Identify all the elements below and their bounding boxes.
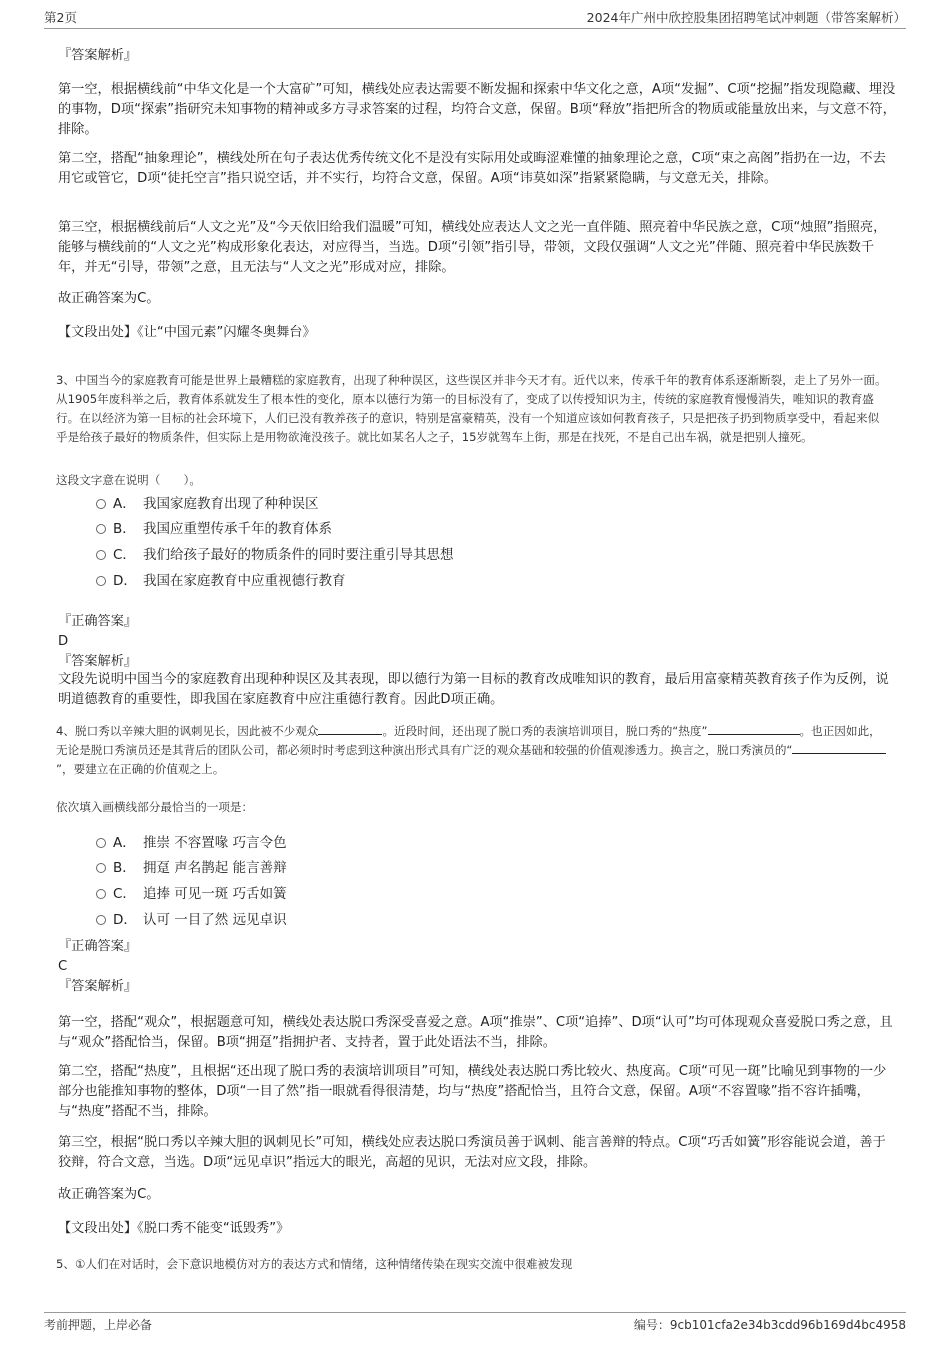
document-code: 编号：9cb101cfa2e34b3cdd96b169d4bc4958 [633, 1318, 906, 1332]
option-letter: B． [113, 860, 136, 876]
q4-correct-answer: C [58, 959, 68, 974]
q3-analysis: 文段先说明中国当今的家庭教育出现种种误区及其表现，即以德行为第一目标的教育改成唯知识的教育，最后用富豪精英教育孩子作为反例，说明道德教育的重要性，即我国在家庭教育中应注重德行教育。因此D项正确。 [58, 672, 889, 707]
q4-stem-part-b: 。近段时间，还出现了脱口秀的表演培训项目，脱口秀的“热度” [382, 724, 708, 738]
q4-option-d[interactable] [96, 910, 287, 930]
option-text: 推崇 不容置喙 巧言令色 [143, 835, 287, 851]
q3-option-b[interactable] [96, 519, 332, 539]
option-text: 拥趸 声名鹊起 能言善辩 [143, 860, 287, 876]
radio-icon[interactable] [96, 863, 106, 873]
blank-line [318, 722, 382, 735]
q2-analysis-p3: 第三空，根据横线前后“人文之光”及“今天依旧给我们温暖”可知，横线处应表达人文之光一直伴随、照亮着中华民族之意，C项“烛照”指照亮，能够与横线前的“人文之光”构成形象化表达，对应得当，当选。D项“引领”指引导，带领，文段仅强调“人文之光”伴随、照亮着中华民族数千年，并无“引导，带领”之意，且无法与“人文之光”形成对应，排除。 [58, 220, 887, 275]
q3-option-d[interactable] [96, 571, 346, 591]
q4-analysis-p3: 第三空，根据“脱口秀以辛辣大胆的讽刺见长”可知，横线处应表达脱口秀演员善于讽刺、能言善辩的特点。C项“巧舌如簧”形容能说会道，善于狡辩，符合文意，当选。D项“远见卓识”指远大的眼光，高超的见识，无法对应文段，排除。 [58, 1135, 886, 1170]
header-divider [44, 28, 906, 29]
q4-prompt: 依次填入画横线部分最恰当的一项是： [56, 800, 254, 814]
q3-option-a[interactable] [96, 494, 319, 514]
q5-stem: 5、①人们在对话时，会下意识地模仿对方的表达方式和情绪，这种情绪传染在现实交流中很难被发现 [56, 1257, 573, 1271]
option-letter: A． [113, 835, 136, 851]
blank-line [708, 722, 800, 735]
q2-analysis-label: 『答案解析』 [58, 48, 138, 63]
q4-analysis-p2: 第二空，搭配“热度”，且根据“还出现了脱口秀的表演培训项目”可知，横线处表达脱口秀比较火、热度高。C项“可见一斑”比喻见到事物的一少部分也能推知事物的整体，D项“一目了然”指一眼就看得很清楚，均与“热度”搭配恰当，且符合文意，保留。A项“不容置喙”指不容许插嘴，与“热度”搭配不当，排除。 [58, 1064, 887, 1119]
radio-icon[interactable] [96, 550, 106, 560]
radio-icon[interactable] [96, 576, 106, 586]
option-text: 我国应重塑传承千年的教育体系 [143, 521, 332, 537]
option-letter: C． [113, 886, 136, 902]
option-letter: B． [113, 521, 136, 537]
option-letter: D． [113, 912, 137, 928]
option-text: 我们给孩子最好的物质条件的同时要注重引导其思想 [143, 547, 454, 563]
q4-conclusion: 故正确答案为C。 [58, 1187, 160, 1202]
q2-analysis-p2: 第二空，搭配“抽象理论”，横线处所在句子表达优秀传统文化不是没有实际用处或晦涩难懂的抽象理论之意，C项“束之高阁”指扔在一边，不去用它或管它，D项“徒托空言”指只说空话，并不实行，均符合文意，保留。A项“讳莫如深”指紧紧隐瞒，与文意无关，排除。 [58, 151, 886, 186]
q4-option-a[interactable] [96, 833, 287, 853]
document-title: 2024年广州中欣控股集团招聘笔试冲刺题（带答案解析） [586, 10, 906, 25]
option-letter: A． [113, 496, 136, 512]
q2-source: 【文段出处】《让“中国元素”闪耀冬奥舞台》 [58, 325, 316, 340]
option-text: 我国在家庭教育中应重视德行教育 [143, 573, 346, 589]
radio-icon[interactable] [96, 915, 106, 925]
option-text: 追捧 可见一斑 巧舌如簧 [143, 886, 287, 902]
radio-icon[interactable] [96, 499, 106, 509]
option-text: 我国家庭教育出现了种种误区 [143, 496, 319, 512]
footer-divider [44, 1312, 906, 1313]
q4-stem [56, 722, 888, 779]
q3-question: 这段文字意在说明（ ）。 [56, 473, 201, 487]
q4-stem-part-a: 4、脱口秀以辛辣大胆的讽刺见长，因此被不少观众 [56, 724, 319, 738]
option-letter: D． [113, 573, 137, 589]
page-number: 第2页 [44, 10, 77, 25]
radio-icon[interactable] [96, 889, 106, 899]
q3-correct-answer: D [58, 634, 69, 649]
q4-stem-part-c: 。也正因如此，无论是脱口秀演员还是其背后的团队公司，都必须时时考虑到这种演出形式具有广泛的观众基础和较强的价值观渗透力。换言之，脱口秀演员的“ [56, 724, 881, 757]
page-header [44, 8, 906, 26]
q4-option-b[interactable] [96, 858, 287, 878]
page-footer [44, 1316, 906, 1334]
q2-conclusion: 故正确答案为C。 [58, 291, 160, 306]
q3-option-c[interactable] [96, 545, 454, 565]
option-text: 认可 一目了然 远见卓识 [143, 912, 287, 928]
option-letter: C． [113, 547, 136, 563]
q4-analysis-label: 『答案解析』 [58, 979, 138, 994]
q3-analysis-label: 『答案解析』 [58, 654, 138, 669]
radio-icon[interactable] [96, 838, 106, 848]
q4-source: 【文段出处】《脱口秀不能变“诋毁秀”》 [58, 1221, 290, 1236]
q3-stem: 3、中国当今的家庭教育可能是世界上最糟糕的家庭教育，出现了种种误区，这些误区并非今天才有。近代以来，传承千年的教育体系逐渐断裂，走上了另外一面。从1905年废科举之后，教育体系就发生了根本性的变化，原本以德行为第一的目标没有了，变成了以传授知识为主，传统的家庭教育慢慢消失，唯知识的教育盛行。在以经济为第一目标的社会环境下，人们已没有教养孩子的意识，特别是富豪精英，没有一个知道应该如何教育孩子，只是把孩子扔到物质享受中，看起来似乎是给孩子最好的物质条件，但实际上是用物欲淹没孩子。就比如某名人之子，15岁就驾车上街，那是在找死，不是自己出车祸，就是把别人撞死。 [56, 373, 887, 444]
q4-analysis-p1: 第一空，搭配“观众”，根据题意可知，横线处表达脱口秀深受喜爱之意。A项“推崇”、C项“追捧”、D项“认可”均可体现观众喜爱脱口秀之意，且与“观众”搭配恰当，保留。B项“拥趸”指拥护者、支持者，置于此处语法不当，排除。 [58, 1015, 893, 1050]
q4-option-c[interactable] [96, 884, 287, 904]
footer-slogan: 考前押题，上岸必备 [44, 1318, 153, 1332]
q3-correct-label: 『正确答案』 [58, 614, 138, 629]
q2-analysis-p1: 第一空，根据横线前“中华文化是一个大富矿”可知，横线处应表达需要不断发掘和探索中华文化之意，A项“发掘”、C项“挖掘”指发现隐藏、埋没的事物，D项“探索”指研究未知事物的精神或多方寻求答案的过程，均符合文意，保留。B项“释放”指把所含的物质或能量放出来，与文意不符，排除。 [58, 82, 896, 137]
q4-correct-label: 『正确答案』 [58, 939, 138, 954]
blank-line [792, 741, 886, 754]
q4-stem-part-d: ”，要建立在正确的价值观之上。 [56, 762, 225, 776]
radio-icon[interactable] [96, 524, 106, 534]
